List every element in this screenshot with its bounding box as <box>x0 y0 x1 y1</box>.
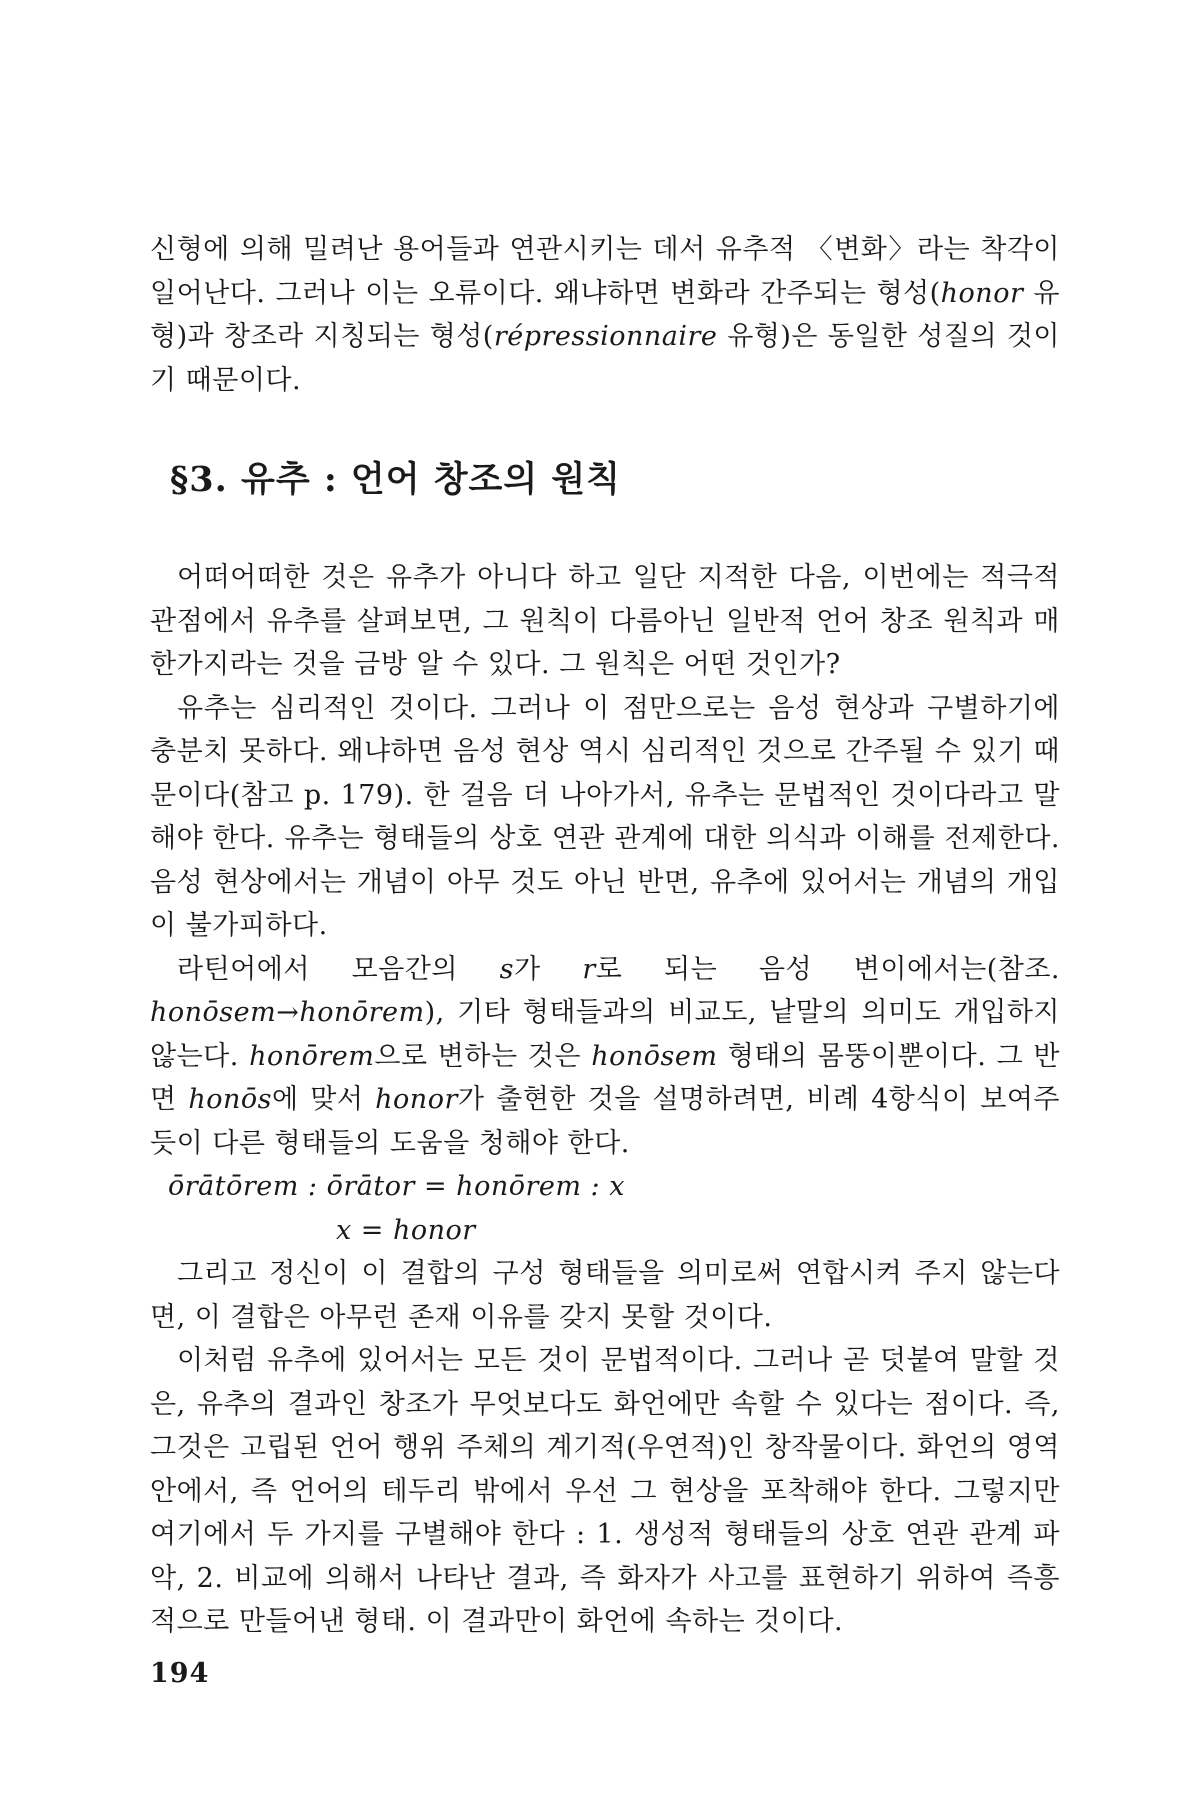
p1-text-2: 유형)과 창조라 지칭되는 형성( <box>150 277 1060 352</box>
p1-term-repressionnaire: répressionnaire <box>493 321 718 352</box>
page-number: 194 <box>150 1658 210 1689</box>
p1-text-3: 유형)은 동일한 성질의 것이기 때문이다. <box>150 321 1061 396</box>
p4-text-1: 라틴어에서 모음간의 <box>177 953 500 985</box>
paragraph-3: 유추는 심리적인 것이다. 그러나 이 점만으로는 음성 현상과 구별하기에 충분치 못하다. 왜냐하면 음성 현상 역시 심리적인 것으로 간주될 수 있기 때문이다(참고 p. 179). 한 걸음 더 나아가서, 유추는 문법적인 것이다라고 말해야 한다. 유추는 형태들의 상호 연관 관계에 대한 의식과 이해를 전제한다. 음성 현상에서는 개념이 아무 것도 아닌 반면, 유추에 있어서는 개념의 개입이 불가피하다. <box>150 692 1060 941</box>
p4-text-3: 로 되는 음성 변이에서는(참조. <box>595 953 1060 985</box>
section-heading: §3. 유추 : 언어 창조의 원칙 <box>170 459 621 500</box>
paragraph-4 <box>150 948 1060 1166</box>
p4-term-r: r <box>582 953 596 985</box>
p4-term-honorem: honōrem <box>249 1040 375 1072</box>
paragraph-5: 그리고 정신이 이 결합의 구성 형태들을 의미로써 연합시켜 주지 않는다면, 이 결합은 아무런 존재 이유를 갖지 못할 것이다. <box>150 1258 1060 1333</box>
p4-term-honor: honor <box>375 1084 458 1115</box>
page-body <box>150 228 1060 1644</box>
p4-term-honos: honōs <box>188 1084 272 1115</box>
p1-term-honor: honor <box>940 277 1024 309</box>
paragraph-6: 이처럼 유추에 있어서는 모든 것이 문법적이다. 그러나 곧 덧붙여 말할 것은, 유추의 결과인 창조가 무엇보다도 화언에만 속할 수 있다는 점이다. 즉, 그것은 고립된 언어 행위 주체의 계기적(우연적)인 창작물이다. 화언의 영역 안에서, 즉 언어의 테두리 밖에서 우선 그 현상을 포착해야 한다. 그렇지만 여기에서 두 가지를 구별해야 한다 : 1. 생성적 형태들의 상호 연관 관계 파악, 2. 비교에 의해서 나타난 결과, 즉 화자가 사고를 표현하기 위하여 즉흥적으로 만들어낸 형태. 이 결과만이 화언에 속하는 것이다. <box>150 1345 1060 1637</box>
p4-text-8: 가 출현한 것을 설명하려면, 비례 4항식이 보여주듯이 다른 형태들의 도움을 청해야 한다. <box>150 1084 1060 1159</box>
p4-text-5: 으로 변하는 것은 <box>374 1040 592 1072</box>
p4-text-4: ), 기타 형태들과의 비교도, 낱말의 의미도 개입하지 않는다. <box>150 997 1060 1072</box>
p1-text-1: 신형에 의해 밀려난 용어들과 연관시키는 데서 유추적 〈변화〉라는 착각이 일어난다. 그러나 이는 오류이다. 왜냐하면 변화라 간주되는 형성( <box>150 234 1060 309</box>
paragraph-2: 어떠어떠한 것은 유추가 아니다 하고 일단 지적한 다음, 이번에는 적극적 관점에서 유추를 살펴보면, 그 원칙이 다름아닌 일반적 언어 창조 원칙과 매한가지라는 것을 금방 알 수 있다. 그 원칙은 어떤 것인가? <box>150 562 1060 680</box>
formula-line-2: x = honor <box>336 1214 476 1246</box>
paragraph-1 <box>150 228 1060 402</box>
p4-text-7: 에 맞서 <box>271 1084 376 1115</box>
p4-text-6: 형태의 몸뚱이뿐이다. 그 반면 <box>150 1040 1060 1115</box>
formula-line-1: ōrātōrem : ōrātor = honōrem : x <box>168 1171 625 1202</box>
p4-text-2: 가 <box>514 953 583 985</box>
p4-term-honosem: honōsem <box>591 1040 718 1072</box>
p4-term-honosem-honorem: honōsem→honōrem <box>150 997 425 1028</box>
p4-term-s: s <box>499 953 515 985</box>
